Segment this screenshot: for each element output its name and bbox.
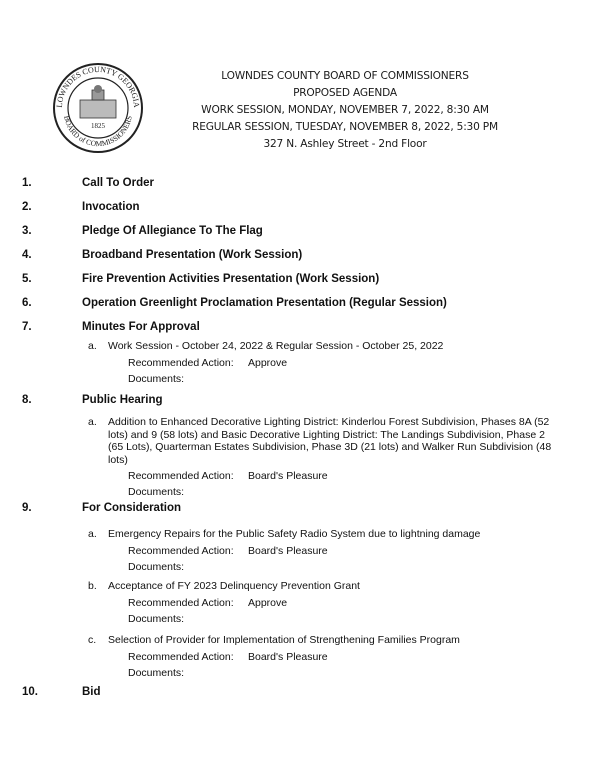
documents-label: Documents: xyxy=(128,486,185,498)
item-number: 6. xyxy=(22,297,32,309)
recommended-action-label: Recommended Action: xyxy=(128,357,234,369)
subitem-text: Acceptance of FY 2023 Delinquency Prevention Grant xyxy=(108,580,360,592)
documents-label: Documents: xyxy=(128,561,185,573)
county-seal-logo xyxy=(52,62,144,154)
recommended-action-label: Recommended Action: xyxy=(128,651,234,663)
header-address: 327 N. Ashley Street - 2nd Floor xyxy=(263,138,427,150)
recommended-action-value: Approve xyxy=(248,597,288,609)
item-title: Fire Prevention Activities Presentation (Work Session) xyxy=(82,273,380,285)
item-number: 9. xyxy=(22,502,32,514)
item-number: 1. xyxy=(22,177,32,189)
recommended-action-label: Recommended Action: xyxy=(128,470,234,482)
item-number: 10. xyxy=(22,686,38,698)
header-title: PROPOSED AGENDA xyxy=(293,87,397,99)
header-work-session: WORK SESSION, MONDAY, NOVEMBER 7, 2022, 8:30 AM xyxy=(201,104,489,116)
svg-text:1825: 1825 xyxy=(91,122,105,130)
documents-label: Documents: xyxy=(128,613,185,625)
item-number: 4. xyxy=(22,249,32,261)
recommended-action-value: Board's Pleasure xyxy=(248,470,328,482)
recommended-action-label: Recommended Action: xyxy=(128,597,234,609)
item-title: For Consideration xyxy=(82,502,182,514)
documents-label: Documents: xyxy=(128,373,185,385)
header-regular-session: REGULAR SESSION, TUESDAY, NOVEMBER 8, 2022, 5:30 PM xyxy=(192,121,498,133)
item-number: 8. xyxy=(22,394,32,406)
header-org: LOWNDES COUNTY BOARD OF COMMISSIONERS xyxy=(221,70,469,82)
item-number: 5. xyxy=(22,273,32,285)
item-title: Minutes For Approval xyxy=(82,321,200,333)
recommended-action-label: Recommended Action: xyxy=(128,545,234,557)
svg-text:BOARD of COMMISSIONERS: BOARD of COMMISSIONERS xyxy=(62,114,134,149)
item-title: Pledge Of Allegiance To The Flag xyxy=(82,225,263,237)
subitem-text: Emergency Repairs for the Public Safety Radio System due to lightning damage xyxy=(108,528,481,540)
item-title: Public Hearing xyxy=(82,394,163,406)
subitem-letter: c. xyxy=(88,634,97,646)
subitem-letter: b. xyxy=(88,580,97,592)
subitem-letter: a. xyxy=(88,416,97,428)
subitem-text: Addition to Enhanced Decorative Lighting District: Kinderlou Forest Subdivision, Phases 8A (52 lots) and 9 (58 lots) and Basic Decorative Lighting District: The Landings Subdivision, Phase 2 (65 Lots), Quarterman Estates Subdivision, Phase 3D (21 lots) and Walker Run Subdivision (48 lots) xyxy=(108,416,552,466)
subitem-letter: a. xyxy=(88,340,97,352)
subitem-letter: a. xyxy=(88,528,97,540)
svg-text:LOWNDES COUNTY GEORGIA: LOWNDES COUNTY GEORGIA xyxy=(54,64,142,108)
recommended-action-value: Board's Pleasure xyxy=(248,651,328,663)
item-title: Operation Greenlight Proclamation Presentation (Regular Session) xyxy=(82,297,447,309)
item-title: Bid xyxy=(82,686,101,698)
agenda-header xyxy=(170,68,520,153)
item-title: Broadband Presentation (Work Session) xyxy=(82,249,303,261)
subitem-text: Work Session - October 24, 2022 & Regular Session - October 25, 2022 xyxy=(108,340,444,352)
recommended-action-value: Approve xyxy=(248,357,288,369)
documents-label: Documents: xyxy=(128,667,185,679)
recommended-action-value: Board's Pleasure xyxy=(248,545,328,557)
item-title: Call To Order xyxy=(82,177,154,189)
item-number: 3. xyxy=(22,225,32,237)
item-number: 7. xyxy=(22,321,32,333)
item-title: Invocation xyxy=(82,201,140,213)
subitem-text: Selection of Provider for Implementation of Strengthening Families Program xyxy=(108,634,460,646)
item-number: 2. xyxy=(22,201,32,213)
